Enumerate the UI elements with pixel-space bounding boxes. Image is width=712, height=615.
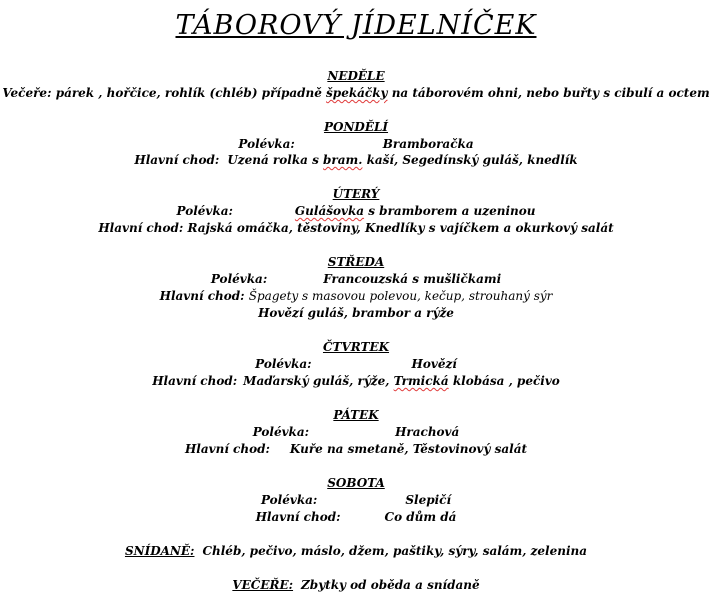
thursday-main-1: Maďarský guláš, rýže, xyxy=(243,374,394,388)
sunday-dinner-line xyxy=(0,85,712,101)
thursday-main-label: Hlavní chod: xyxy=(152,374,238,388)
sunday-dinner-text-1: párek , hořčice, rohlík (chléb) případně xyxy=(55,86,327,100)
thursday-main-2: klobása , pečivo xyxy=(448,374,560,388)
monday-soup: Bramboračka xyxy=(382,137,474,151)
saturday-main-line xyxy=(0,509,712,525)
wednesday-main: Špagety s masovou polevou, kečup, strouhaný sýr xyxy=(248,289,553,303)
sunday-dinner-label: Večeře: xyxy=(2,86,52,100)
wednesday-soup-line xyxy=(0,271,712,287)
thursday-soup-line xyxy=(0,356,712,372)
day-heading-wednesday: STŘEDA xyxy=(327,255,385,269)
day-heading-thursday: ČTVRTEK xyxy=(322,340,390,354)
monday-main-line xyxy=(0,152,712,168)
evening-meal-label: VEČEŘE: xyxy=(232,578,294,592)
saturday-soup: Slepičí xyxy=(405,493,452,507)
monday-main-bram: bram. xyxy=(323,153,363,167)
wednesday-main-label: Hlavní chod: xyxy=(159,289,245,303)
tuesday-soup-2: s bramborem a uzeninou xyxy=(364,204,536,218)
sunday-dinner-spekacky: špekáčky xyxy=(326,86,388,100)
breakfast-label: SNÍDANĚ: xyxy=(124,544,195,558)
evening-meal-text: Zbytky od oběda a snídaně xyxy=(301,578,480,592)
breakfast-text: Chléb, pečivo, máslo, džem, paštiky, sýry, salám, zelenina xyxy=(202,544,588,558)
monday-main-2: kaší, Segedínský guláš, knedlík xyxy=(362,153,578,167)
friday-soup: Hrachová xyxy=(395,425,460,439)
monday-soup-line xyxy=(0,136,712,152)
day-heading-sunday: NEDĚLE xyxy=(327,69,385,83)
wednesday-soup: Francouzská s mušličkami xyxy=(323,272,502,286)
saturday-soup-line xyxy=(0,492,712,508)
page-title: TÁBOROVÝ JÍDELNÍČEK xyxy=(175,10,537,41)
day-heading-friday: PÁTEK xyxy=(333,408,379,422)
sunday-dinner-text-2: na táborovém ohni, nebo buřty s cibulí a octem xyxy=(387,86,710,100)
day-heading-saturday: SOBOTA xyxy=(327,476,385,490)
thursday-soup-label: Polévka: xyxy=(255,357,312,371)
saturday-main: Co dům dá xyxy=(384,510,457,524)
thursday-main-trm: Trmická xyxy=(393,374,449,388)
wednesday-main-line xyxy=(0,288,712,304)
saturday-main-label: Hlavní chod: xyxy=(255,510,341,524)
wednesday-main-line-2: Hovězí guláš, brambor a rýže xyxy=(258,306,454,320)
tuesday-soup-1: Gulášovka xyxy=(294,204,365,218)
tuesday-soup-label: Polévka: xyxy=(176,204,233,218)
evening-meal-line xyxy=(0,577,712,593)
saturday-soup-label: Polévka: xyxy=(260,493,318,507)
breakfast-line xyxy=(0,543,712,559)
monday-main-1: Uzená rolka s xyxy=(227,153,324,167)
tuesday-main-line xyxy=(0,220,712,236)
thursday-main-line xyxy=(0,373,712,389)
day-heading-monday: PONDĚLÍ xyxy=(323,120,389,134)
friday-soup-label: Polévka: xyxy=(252,425,310,439)
tuesday-main: Rajská omáčka, těstoviny, Knedlíky s vajíčkem a okurkový salát xyxy=(187,221,614,235)
day-heading-tuesday: ÚTERÝ xyxy=(332,187,380,201)
friday-main-line xyxy=(0,441,712,457)
wednesday-soup-label: Polévka: xyxy=(210,272,268,286)
friday-main-label: Hlavní chod: xyxy=(184,442,270,456)
tuesday-soup-line xyxy=(0,203,712,219)
tuesday-main-label: Hlavní chod: xyxy=(98,221,184,235)
monday-main-label: Hlavní chod: xyxy=(134,153,220,167)
friday-main: Kuře na smetaně, Těstovinový salát xyxy=(289,442,528,456)
monday-soup-label: Polévka: xyxy=(238,137,295,151)
thursday-soup: Hovězí xyxy=(411,357,457,371)
friday-soup-line xyxy=(0,424,712,440)
